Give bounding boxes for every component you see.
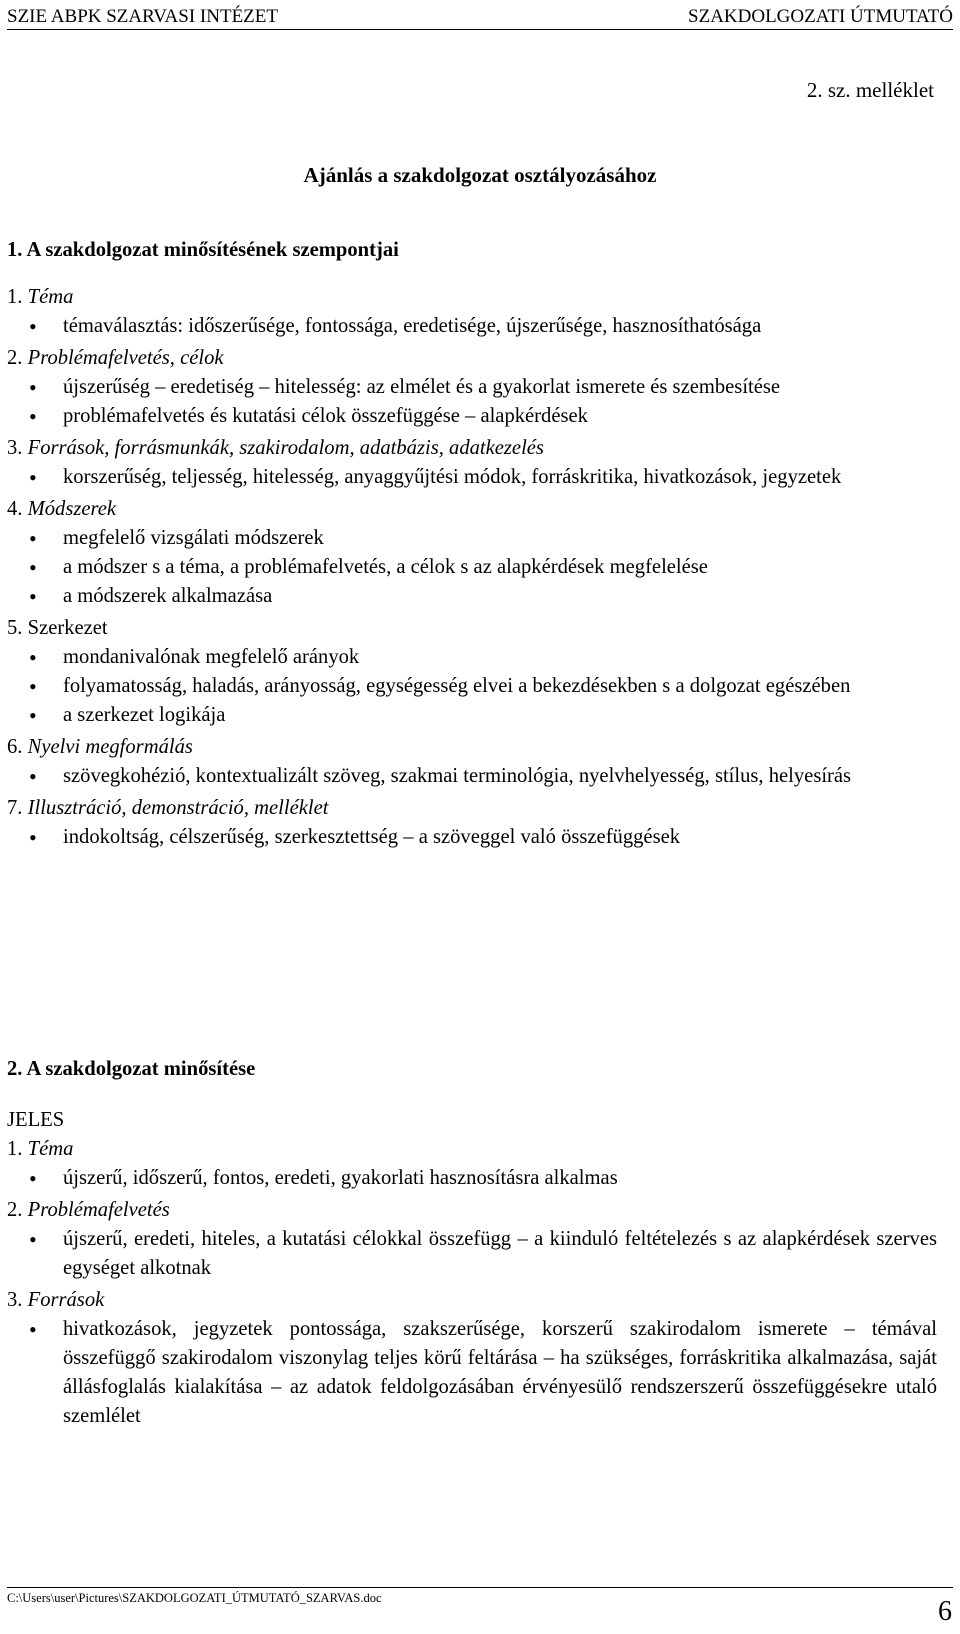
footer-file-path: C:\Users\user\Pictures\SZAKDOLGOZATI_ÚTMUTATÓ_SZARVAS.doc bbox=[7, 1591, 382, 1605]
criterion-label: Téma bbox=[27, 286, 74, 308]
criterion-number: 3. bbox=[7, 1289, 23, 1311]
bullet-item: • témaválasztás: időszerűsége, fontossága, eredetisége, újszerűsége, hasznosíthatósága bbox=[7, 312, 937, 341]
criterion-block bbox=[7, 1196, 937, 1283]
footer-rule bbox=[7, 1587, 953, 1588]
criterion-number: 2. bbox=[7, 1199, 23, 1221]
criterion-number: 1. bbox=[7, 286, 23, 308]
criterion-number: 2. bbox=[7, 347, 23, 369]
bullet-item: • újszerű, időszerű, fontos, eredeti, gyakorlati hasznosításra alkalmas bbox=[7, 1164, 937, 1193]
criterion-block bbox=[7, 1135, 937, 1193]
bullet-list bbox=[7, 643, 937, 730]
bullet-list bbox=[7, 312, 937, 341]
bullet-list bbox=[7, 1225, 937, 1283]
criterion-number: 3. bbox=[7, 437, 23, 459]
criterion-title bbox=[7, 733, 937, 762]
bullet-item: • újszerű, eredeti, hiteles, a kutatási célokkal összefügg – a kiinduló feltételezés s az alapkérdések szerves egységet alkotnak bbox=[7, 1225, 937, 1283]
criterion-title bbox=[7, 1196, 937, 1225]
criterion-title bbox=[7, 794, 937, 823]
grade-label: JELES bbox=[7, 1109, 65, 1131]
annex-label: 2. sz. melléklet bbox=[806, 78, 934, 102]
page-number: 6 bbox=[938, 1596, 952, 1627]
bullet-item: • újszerűség – eredetiség – hitelesség: az elmélet és a gyakorlat ismerete és szembesítése bbox=[7, 373, 937, 402]
criterion-label: Téma bbox=[27, 1138, 74, 1160]
criterion-number: 7. bbox=[7, 797, 23, 819]
section-criteria bbox=[7, 236, 937, 855]
bullet-item: • mondanivalónak megfelelő arányok bbox=[7, 643, 937, 672]
criterion-title bbox=[7, 1135, 937, 1164]
criterion-label: Nyelvi megformálás bbox=[27, 736, 193, 758]
section-heading: 2. A szakdolgozat minősítése bbox=[7, 1058, 256, 1080]
criterion-title bbox=[7, 614, 937, 643]
bullet-item: • problémafelvetés és kutatási célok összefüggése – alapkérdések bbox=[7, 402, 937, 431]
criterion-block bbox=[7, 733, 937, 791]
criterion-label: Források bbox=[27, 1289, 105, 1311]
criterion-label: Problémafelvetés, célok bbox=[27, 347, 224, 369]
criterion-label: Módszerek bbox=[27, 498, 117, 520]
criterion-title bbox=[7, 434, 937, 463]
header-right: SZAKDOLGOZATI ÚTMUTATÓ bbox=[688, 6, 953, 27]
bullet-list bbox=[7, 524, 937, 611]
bullet-list bbox=[7, 823, 937, 852]
bullet-item: • a módszerek alkalmazása bbox=[7, 582, 937, 611]
criterion-title bbox=[7, 495, 937, 524]
bullet-list bbox=[7, 762, 937, 791]
grading-list bbox=[7, 1135, 937, 1431]
criterion-number: 6. bbox=[7, 736, 23, 758]
criterion-label: Források, forrásmunkák, szakirodalom, adatbázis, adatkezelés bbox=[27, 437, 544, 459]
page-title: Ajánlás a szakdolgozat osztályozásához bbox=[303, 163, 657, 187]
criterion-block bbox=[7, 283, 937, 341]
section-heading: 1. A szakdolgozat minősítésének szempontjai bbox=[7, 239, 399, 261]
bullet-list bbox=[7, 1315, 937, 1431]
bullet-list bbox=[7, 463, 937, 492]
bullet-item: • folyamatosság, haladás, arányosság, egységesség elvei a bekezdésekben s a dolgozat egészében bbox=[7, 672, 937, 701]
bullet-item: • megfelelő vizsgálati módszerek bbox=[7, 524, 937, 553]
criterion-title bbox=[7, 344, 937, 373]
bullet-item: • a szerkezet logikája bbox=[7, 701, 937, 730]
criterion-block bbox=[7, 434, 937, 492]
bullet-item: • a módszer s a téma, a problémafelvetés, a célok s az alapkérdések megfelelése bbox=[7, 553, 937, 582]
page-header bbox=[7, 6, 953, 28]
header-rule bbox=[7, 29, 953, 30]
criterion-block bbox=[7, 495, 937, 611]
bullet-item: • hivatkozások, jegyzetek pontossága, szakszerűsége, korszerű szakirodalom ismerete – témával összefüggő szakirodalom viszonylag teljes körű feltárása – ha szükséges, forráskritika alkalmazása, saját állásfoglalás kialakítása – az adatok feldolgozásában érvényesülő rendszerszerű összefüggésekre utaló szemlélet bbox=[7, 1315, 937, 1431]
criterion-number: 5. bbox=[7, 617, 23, 639]
criterion-block bbox=[7, 794, 937, 852]
bullet-item: • indokoltság, célszerűség, szerkesztettség – a szöveggel való összefüggések bbox=[7, 823, 937, 852]
header-left: SZIE ABPK SZARVASI INTÉZET bbox=[7, 6, 279, 27]
criterion-number: 4. bbox=[7, 498, 23, 520]
criterion-block bbox=[7, 614, 937, 730]
criterion-label: Problémafelvetés bbox=[27, 1199, 170, 1221]
bullet-list bbox=[7, 1164, 937, 1193]
criterion-title bbox=[7, 1286, 937, 1315]
bullet-item: • szövegkohézió, kontextualizált szöveg, szakmai terminológia, nyelvhelyesség, stílus, helyesírás bbox=[7, 762, 937, 791]
criterion-label: Illusztráció, demonstráció, melléklet bbox=[27, 797, 329, 819]
criterion-title bbox=[7, 283, 937, 312]
criteria-list bbox=[7, 283, 937, 852]
criterion-block bbox=[7, 1286, 937, 1431]
bullet-list bbox=[7, 373, 937, 431]
section-grading bbox=[7, 1055, 937, 1434]
bullet-item: • korszerűség, teljesség, hitelesség, anyaggyűjtési módok, forráskritika, hivatkozások, jegyzetek bbox=[7, 463, 937, 492]
criterion-label: Szerkezet bbox=[27, 617, 108, 639]
criterion-number: 1. bbox=[7, 1138, 23, 1160]
criterion-block bbox=[7, 344, 937, 431]
